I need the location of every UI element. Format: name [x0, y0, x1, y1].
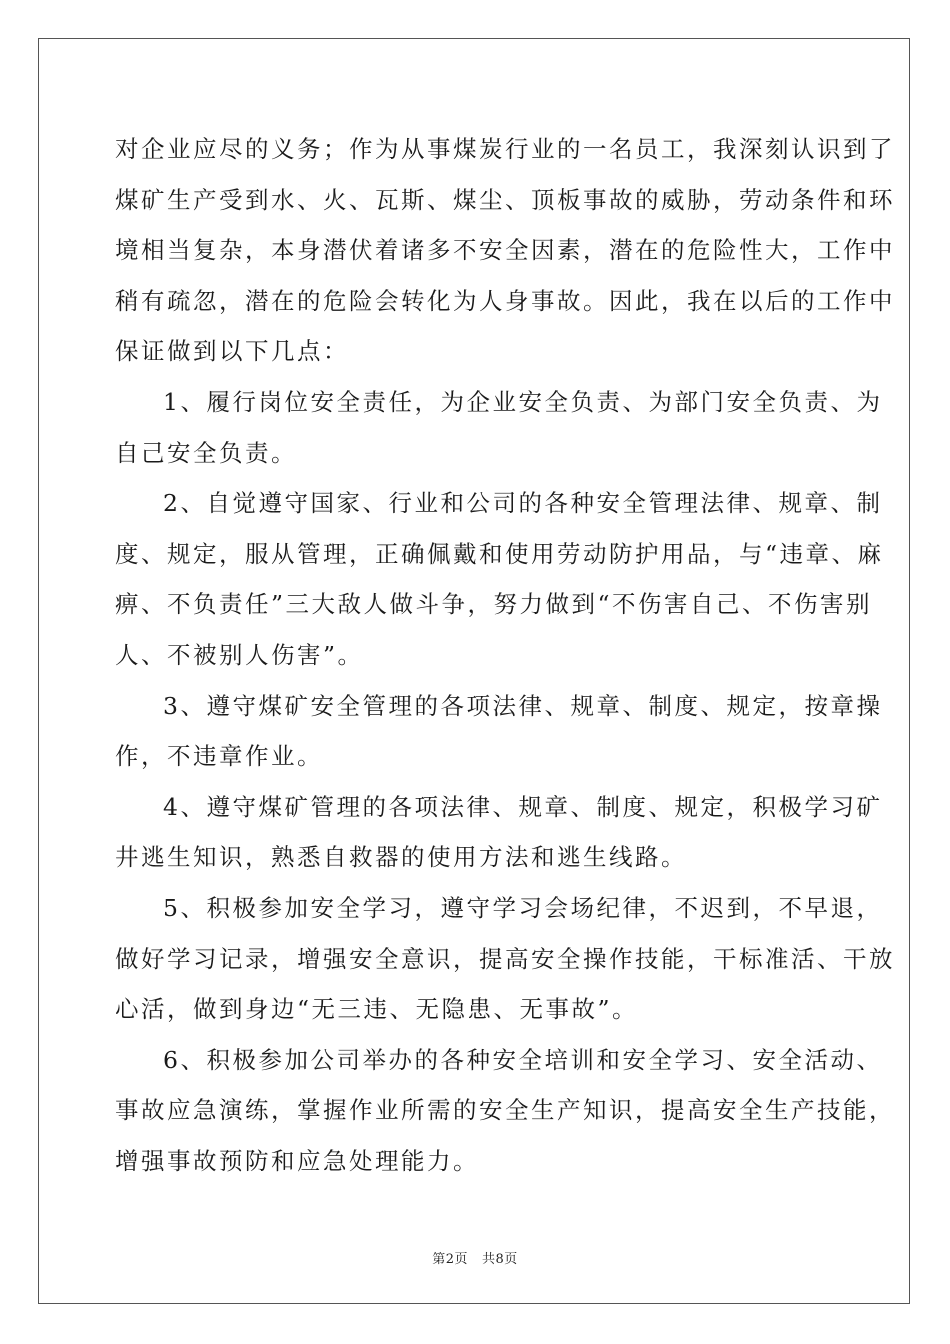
list-item-6-start: 6、积极参加公司举办的各种安全培训和安全学习、安全活动、	[163, 1045, 883, 1074]
text-line: 自己安全负责。	[115, 438, 297, 467]
text-line: 痹、不负责任”三大敌人做斗争，努力做到“不伤害自己、不伤害别	[115, 590, 873, 619]
text-line: 稍有疏忽，潜在的危险会转化为人身事故。因此，我在以后的工作中	[115, 286, 895, 315]
list-item-4-start: 4、遵守煤矿管理的各项法律、规章、制度、规定，积极学习矿	[163, 792, 883, 821]
list-item-1-start: 1、履行岗位安全责任，为企业安全负责、为部门安全负责、为	[163, 387, 883, 416]
text-line: 作，不违章作业。	[115, 742, 323, 771]
text-line: 对企业应尽的义务；作为从事煤炭行业的一名员工，我深刻认识到了	[115, 135, 895, 163]
text-line: 境相当复杂，本身潜伏着诸多不安全因素，潜在的危险性大，工作中	[115, 236, 895, 265]
text-line: 度、规定，服从管理，正确佩戴和使用劳动防护用品，与“违章、麻	[115, 539, 884, 568]
text-line: 保证做到以下几点：	[115, 337, 349, 366]
list-item-2-start: 2、自觉遵守国家、行业和公司的各种安全管理法律、规章、制	[163, 489, 883, 518]
text-line: 井逃生知识，熟悉自救器的使用方法和逃生线路。	[115, 843, 687, 872]
text-line: 增强事故预防和应急处理能力。	[115, 1146, 479, 1175]
page-number-total: 共8页	[482, 1252, 518, 1267]
document-body	[115, 124, 895, 1186]
page-footer	[0, 1248, 950, 1267]
text-line: 人、不被别人伤害”。	[115, 640, 364, 669]
text-line: 事故应急演练，掌握作业所需的安全生产知识，提高安全生产技能，	[115, 1096, 895, 1125]
text-line: 做好学习记录，增强安全意识，提高安全操作技能，干标准活、干放	[115, 944, 895, 973]
text-line: 心活，做到身边“无三违、无隐患、无事故”。	[115, 995, 639, 1024]
list-item-5-start: 5、积极参加安全学习，遵守学习会场纪律，不迟到，不早退，	[163, 893, 883, 922]
list-item-3-start: 3、遵守煤矿安全管理的各项法律、规章、制度、规定，按章操	[163, 691, 883, 720]
page-number-current: 第2页	[432, 1252, 468, 1267]
text-line: 煤矿生产受到水、火、瓦斯、煤尘、顶板事故的威胁，劳动条件和环	[115, 185, 895, 214]
